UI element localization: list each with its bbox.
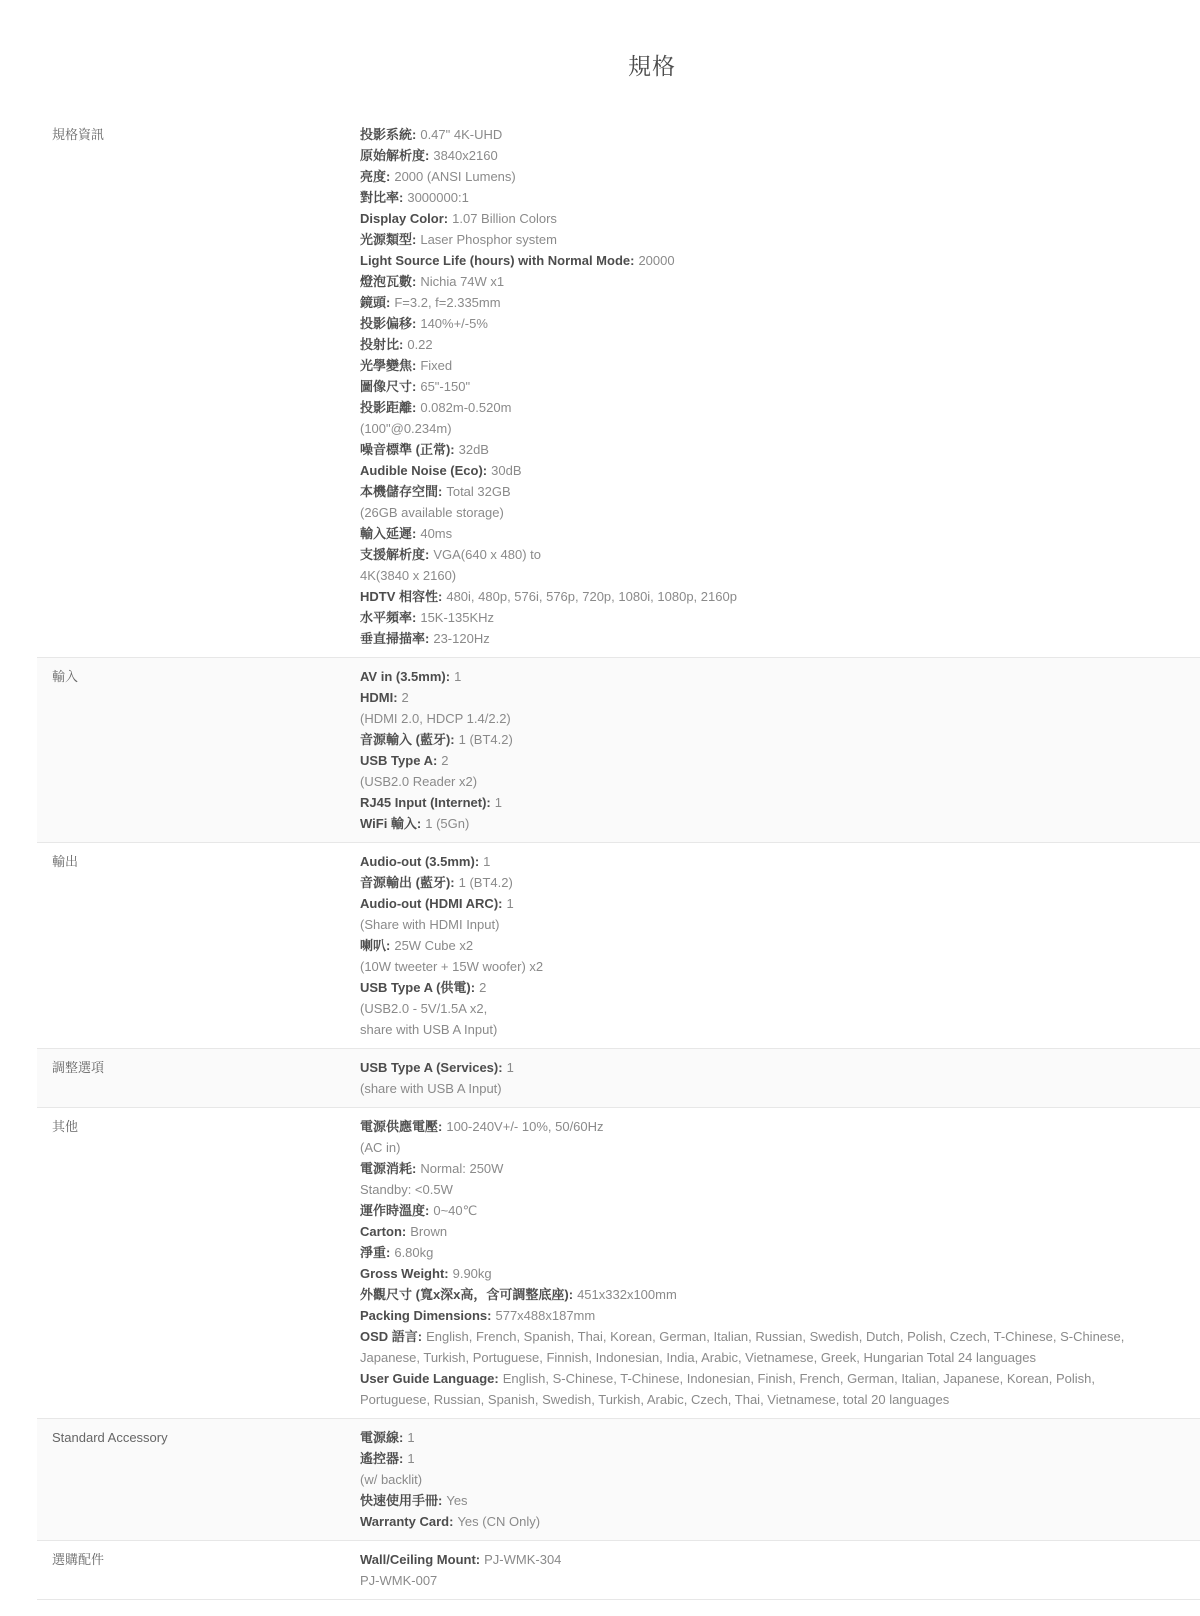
section-content	[360, 1116, 1200, 1410]
spec-line	[360, 397, 1137, 418]
spec-value: Standby: <0.5W	[360, 1182, 453, 1197]
spec-value: (10W tweeter + 15W woofer) x2	[360, 959, 544, 974]
spec-value: 32dB	[458, 442, 489, 457]
spec-line	[360, 813, 1137, 834]
spec-key: 亮度:	[360, 169, 391, 184]
spec-line	[360, 771, 1137, 792]
spec-key: 光學變焦:	[360, 358, 417, 373]
section-label: 輸入	[52, 669, 79, 684]
section-content	[360, 1427, 1200, 1532]
spec-section	[37, 1418, 1200, 1540]
spec-value: 0.22	[407, 337, 433, 352]
spec-line	[360, 292, 1137, 313]
spec-value: 2000 (ANSI Lumens)	[394, 169, 516, 184]
section-label: Standard Accessory	[52, 1430, 168, 1445]
spec-value: (26GB available storage)	[360, 505, 504, 520]
spec-line	[360, 1078, 1137, 1099]
spec-section	[37, 657, 1200, 842]
spec-line	[360, 1200, 1137, 1221]
spec-key: 燈泡瓦數:	[360, 274, 417, 289]
spec-key: 音源輸入 (藍牙):	[360, 732, 455, 747]
spec-value: 2	[479, 980, 487, 995]
spec-value: 1.07 Billion Colors	[452, 211, 557, 226]
section-label: 選購配件	[52, 1552, 105, 1567]
spec-key: Wall/Ceiling Mount:	[360, 1552, 481, 1567]
spec-key: 投影系統:	[360, 127, 417, 142]
spec-line	[360, 1137, 1137, 1158]
spec-value: English, S-Chinese, T-Chinese, Indonesian, Finish, French, German, Italian, Japanese, Korean, Polish, Portuguese, Russian, Spanish, Swedish, Turkish, Arabic, Czech, Thai, Vietnamese, total 20 languages	[360, 1371, 1096, 1407]
spec-page	[37, 0, 1200, 1600]
spec-value: (Share with HDMI Input)	[360, 917, 500, 932]
spec-value: 0.082m-0.520m	[420, 400, 512, 415]
spec-value: 577x488x187mm	[495, 1308, 596, 1323]
spec-value: Yes (CN Only)	[457, 1514, 541, 1529]
spec-key: HDTV 相容性:	[360, 589, 443, 604]
spec-line	[360, 544, 1137, 565]
spec-key: Display Color:	[360, 211, 449, 226]
spec-line	[360, 460, 1137, 481]
spec-key: Gross Weight:	[360, 1266, 449, 1281]
spec-value: Normal: 250W	[420, 1161, 504, 1176]
spec-key: 音源輸出 (藍牙):	[360, 875, 455, 890]
page-title: 規格	[628, 53, 676, 79]
spec-line	[360, 523, 1137, 544]
spec-value: (w/ backlit)	[360, 1472, 423, 1487]
spec-value: share with USB A Input)	[360, 1022, 498, 1037]
spec-line	[360, 1448, 1137, 1469]
spec-value: (HDMI 2.0, HDCP 1.4/2.2)	[360, 711, 511, 726]
spec-key: 投射比:	[360, 337, 404, 352]
spec-key: USB Type A:	[360, 753, 438, 768]
spec-value: 1	[483, 854, 491, 869]
section-content	[360, 851, 1200, 1040]
spec-section	[37, 1107, 1200, 1418]
spec-value: 40ms	[420, 526, 453, 541]
spec-key: HDMI:	[360, 690, 398, 705]
spec-line	[360, 1326, 1137, 1368]
spec-line	[360, 607, 1137, 628]
spec-key: 對比率:	[360, 190, 404, 205]
spec-value: Fixed	[420, 358, 453, 373]
spec-value: 30dB	[491, 463, 522, 478]
spec-line	[360, 687, 1137, 708]
spec-key: AV in (3.5mm):	[360, 669, 451, 684]
spec-line	[360, 481, 1137, 502]
spec-line	[360, 208, 1137, 229]
spec-line	[360, 1284, 1137, 1305]
spec-line	[360, 956, 1137, 977]
spec-key: 水平頻率:	[360, 610, 417, 625]
spec-key: Audible Noise (Eco):	[360, 463, 488, 478]
spec-value: 1	[506, 896, 514, 911]
spec-value: 6.80kg	[394, 1245, 434, 1260]
spec-value: 2	[441, 753, 449, 768]
spec-value: 25W Cube x2	[394, 938, 474, 953]
spec-line	[360, 1019, 1137, 1040]
spec-value: (share with USB A Input)	[360, 1081, 502, 1096]
spec-value: 3840x2160	[433, 148, 498, 163]
spec-line	[360, 998, 1137, 1019]
spec-key: 鏡頭:	[360, 295, 391, 310]
spec-line	[360, 872, 1137, 893]
section-label: 調整選項	[52, 1060, 105, 1075]
spec-key: 光源類型:	[360, 232, 417, 247]
spec-section	[37, 1048, 1200, 1107]
section-label: 規格資訊	[52, 127, 105, 142]
spec-line	[360, 729, 1137, 750]
spec-value: 451x332x100mm	[577, 1287, 677, 1302]
spec-line	[360, 166, 1137, 187]
spec-value: 0~40℃	[433, 1203, 478, 1218]
spec-line	[360, 229, 1137, 250]
spec-key: USB Type A (Services):	[360, 1060, 503, 1075]
spec-line	[360, 1116, 1137, 1137]
spec-line	[360, 1158, 1137, 1179]
spec-line	[360, 586, 1137, 607]
spec-key: 淨重:	[360, 1245, 391, 1260]
spec-line	[360, 439, 1137, 460]
spec-value: PJ-WMK-304	[484, 1552, 562, 1567]
spec-key: 電源供應電壓:	[360, 1119, 443, 1134]
spec-key: USB Type A (供電):	[360, 980, 476, 995]
spec-key: 支援解析度:	[360, 547, 430, 562]
spec-line	[360, 628, 1137, 649]
spec-value: 1	[407, 1430, 415, 1445]
spec-line	[360, 1549, 1137, 1570]
spec-value: 65"-150"	[420, 379, 471, 394]
spec-key: 電源線:	[360, 1430, 404, 1445]
spec-line	[360, 1570, 1137, 1591]
spec-key: Carton:	[360, 1224, 407, 1239]
spec-line	[360, 935, 1137, 956]
spec-key: 輸入延遲:	[360, 526, 417, 541]
spec-value: (USB2.0 - 5V/1.5A x2,	[360, 1001, 488, 1016]
spec-value: Yes	[446, 1493, 468, 1508]
section-content	[360, 666, 1200, 834]
spec-key: Warranty Card:	[360, 1514, 454, 1529]
spec-line	[360, 271, 1137, 292]
spec-value: (100"@0.234m)	[360, 421, 452, 436]
spec-line	[360, 565, 1137, 586]
spec-line	[360, 355, 1137, 376]
spec-line	[360, 1305, 1137, 1326]
spec-line	[360, 124, 1137, 145]
spec-key: 運作時溫度:	[360, 1203, 430, 1218]
spec-line	[360, 1490, 1137, 1511]
spec-value: VGA(640 x 480) to	[433, 547, 542, 562]
spec-line	[360, 1179, 1137, 1200]
spec-value: Nichia 74W x1	[420, 274, 505, 289]
spec-value: 0.47" 4K-UHD	[420, 127, 503, 142]
spec-line	[360, 502, 1137, 523]
spec-value: PJ-WMK-007	[360, 1573, 438, 1588]
spec-value: Laser Phosphor system	[420, 232, 557, 247]
spec-value: Brown	[410, 1224, 448, 1239]
spec-value: 20000	[638, 253, 675, 268]
spec-value: English, French, Spanish, Thai, Korean, German, Italian, Russian, Swedish, Dutch, Polish, Czech, T-Chinese, S-Chinese, Japanese, Turkish, Portuguese, Finnish, Indonesian, India, Arabic, Vietnamese, Greek, Hungarian Total 24 languages	[360, 1329, 1125, 1365]
spec-value: 100-240V+/- 10%, 50/60Hz	[446, 1119, 604, 1134]
spec-key: 遙控器:	[360, 1451, 404, 1466]
spec-key: Audio-out (3.5mm):	[360, 854, 480, 869]
spec-value: 1	[494, 795, 502, 810]
spec-value: 4K(3840 x 2160)	[360, 568, 457, 583]
section-label: 其他	[52, 1119, 79, 1134]
spec-value: 1	[506, 1060, 514, 1075]
spec-line	[360, 1368, 1137, 1410]
spec-value: 3000000:1	[407, 190, 469, 205]
spec-key: Packing Dimensions:	[360, 1308, 492, 1323]
spec-key: User Guide Language:	[360, 1371, 499, 1386]
spec-key: 原始解析度:	[360, 148, 430, 163]
section-content	[360, 1057, 1200, 1099]
spec-key: OSD 語言:	[360, 1329, 423, 1344]
spec-line	[360, 851, 1137, 872]
spec-value: 1	[407, 1451, 415, 1466]
spec-line	[360, 977, 1137, 998]
spec-line	[360, 334, 1137, 355]
spec-line	[360, 1427, 1137, 1448]
spec-line	[360, 376, 1137, 397]
spec-line	[360, 666, 1137, 687]
spec-line	[360, 792, 1137, 813]
section-label: 輸出	[52, 854, 79, 869]
spec-key: 投影距離:	[360, 400, 417, 415]
spec-value: 2	[401, 690, 409, 705]
spec-value: 1 (5Gn)	[425, 816, 470, 831]
spec-key: 垂直掃描率:	[360, 631, 430, 646]
section-content	[360, 1549, 1200, 1591]
spec-value: 140%+/-5%	[420, 316, 488, 331]
spec-key: 外觀尺寸 (寬x深x高，含可調整底座):	[360, 1287, 574, 1302]
spec-key: 快速使用手冊:	[360, 1493, 443, 1508]
spec-line	[360, 893, 1137, 914]
section-content	[360, 124, 1200, 649]
spec-line	[360, 313, 1137, 334]
spec-key: 投影偏移:	[360, 316, 417, 331]
spec-section	[37, 116, 1200, 657]
spec-line	[360, 1263, 1137, 1284]
spec-value: 1 (BT4.2)	[458, 732, 513, 747]
spec-section	[37, 1540, 1200, 1600]
spec-key: RJ45 Input (Internet):	[360, 795, 491, 810]
spec-line	[360, 1242, 1137, 1263]
spec-section	[37, 842, 1200, 1048]
spec-key: 噪音標準 (正常):	[360, 442, 455, 457]
spec-line	[360, 708, 1137, 729]
spec-key: WiFi 輸入:	[360, 816, 422, 831]
spec-line	[360, 750, 1137, 771]
spec-key: Light Source Life (hours) with Normal Mode:	[360, 253, 635, 268]
spec-value: 480i, 480p, 576i, 576p, 720p, 1080i, 1080p, 2160p	[446, 589, 737, 604]
spec-value: 1	[454, 669, 462, 684]
spec-line	[360, 250, 1137, 271]
spec-line	[360, 914, 1137, 935]
spec-value: Total 32GB	[446, 484, 511, 499]
spec-line	[360, 1221, 1137, 1242]
spec-value: 23-120Hz	[433, 631, 490, 646]
spec-value: (USB2.0 Reader x2)	[360, 774, 478, 789]
spec-key: 電源消耗:	[360, 1161, 417, 1176]
spec-table	[37, 116, 1200, 1600]
spec-line	[360, 145, 1137, 166]
spec-value: (AC in)	[360, 1140, 401, 1155]
spec-line	[360, 187, 1137, 208]
spec-value: 1 (BT4.2)	[458, 875, 513, 890]
spec-line	[360, 1469, 1137, 1490]
spec-line	[360, 418, 1137, 439]
spec-key: 圖像尺寸:	[360, 379, 417, 394]
spec-key: 本機儲存空間:	[360, 484, 443, 499]
spec-key: 喇叭:	[360, 938, 391, 953]
spec-value: 9.90kg	[452, 1266, 492, 1281]
spec-value: 15K-135KHz	[420, 610, 495, 625]
spec-line	[360, 1511, 1137, 1532]
spec-key: Audio-out (HDMI ARC):	[360, 896, 503, 911]
spec-line	[360, 1057, 1137, 1078]
spec-value: F=3.2, f=2.335mm	[394, 295, 501, 310]
